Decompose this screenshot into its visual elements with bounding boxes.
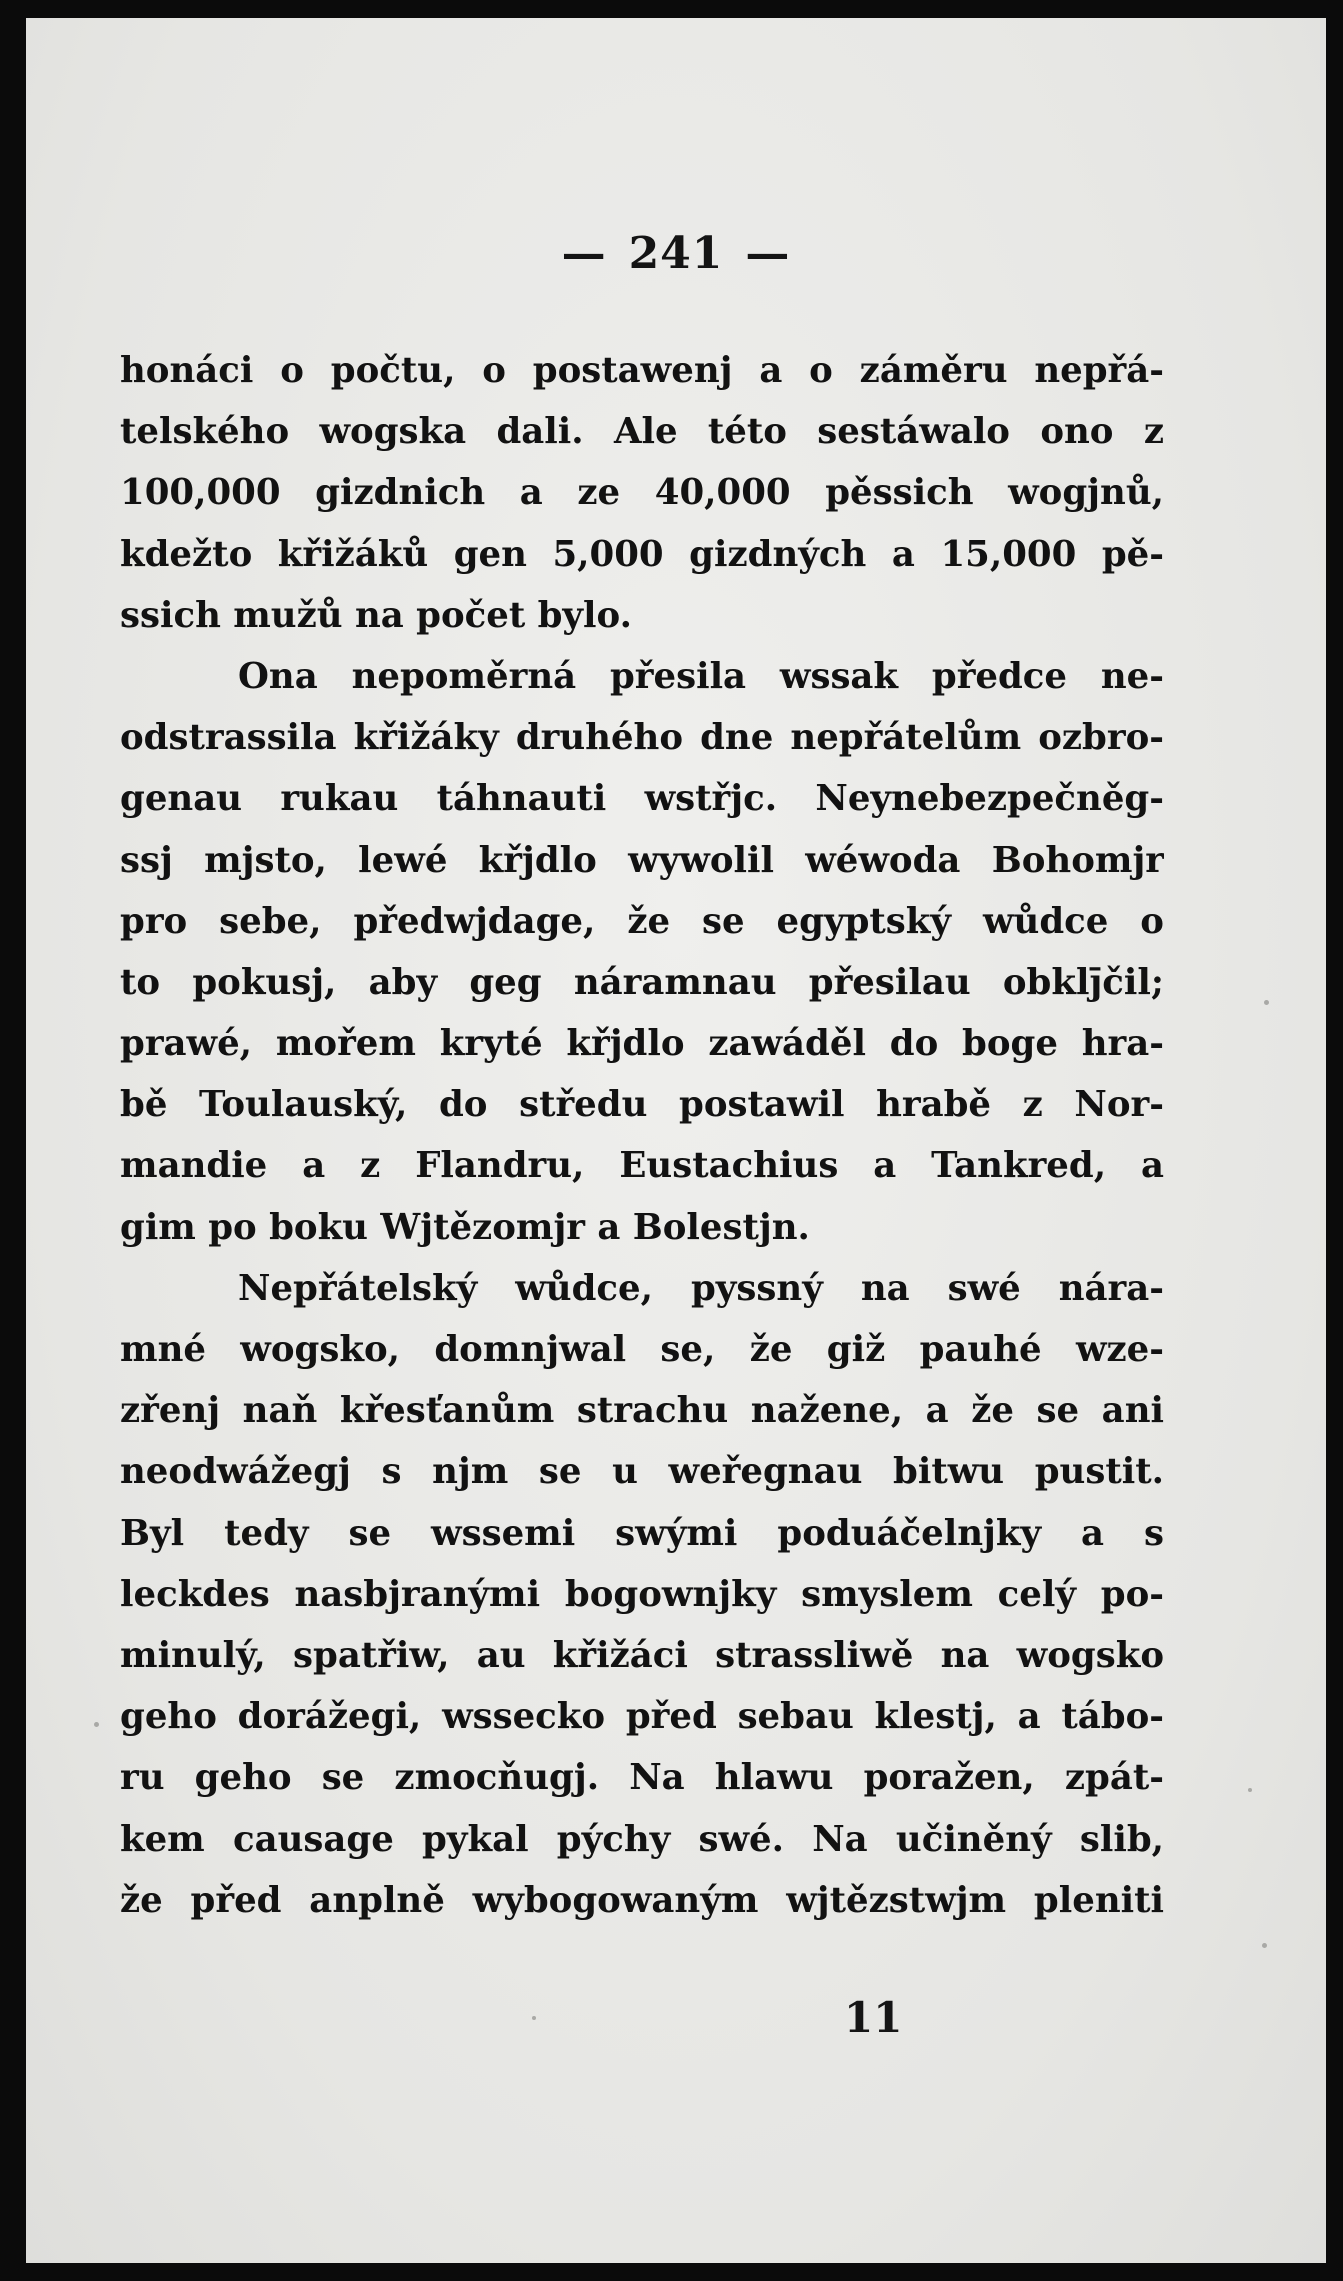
text-line: kdežto křižáků gen 5,000 gizdných a 15,000 pě- [120,533,1164,575]
text-line: ru geho se zmocňugj. Na hlawu poražen, zpát- [120,1757,1164,1799]
text-line: ssj mjsto, lewé křjdlo wywolil wéwoda Bohomjr [120,839,1164,881]
text-line: pro sebe, předwjdage, že se egyptský wůdce o [120,900,1164,942]
text-line: honáci o počtu, o postawenj a o záměru nepřá- [120,350,1164,391]
text-line: 100,000 gizdnich a ze 40,000 pěssich wogjnů, [120,472,1164,514]
text-line: mandie a z Flandru, Eustachius a Tankred, a [120,1145,1164,1187]
page-number: 241 [628,228,724,279]
body-text [120,340,1164,1931]
header-dash-left: — [561,228,607,279]
paper-speck [1248,1788,1252,1792]
text-line: geho dorážegi, wssecko před sebau klestj, a tábo- [120,1696,1164,1738]
page-header [26,228,1326,279]
text-line: genau rukau táhnauti wstřjc. Neynebezpečněg- [120,778,1164,820]
text-line: leckdes nasbjranými bogownjky smyslem celý po- [120,1573,1164,1615]
text-line: Ona nepoměrná přesila wssak předce ne- [238,655,1164,697]
paper-speck [1264,1000,1269,1005]
text-line: prawé, mořem kryté křjdlo zawáděl do boge hra- [120,1023,1164,1065]
text-line: že před anplně wybogowaným wjtězstwjm pleniti [120,1879,1164,1921]
text-line: neodwážegj s njm se u weřegnau bitwu pustit. [120,1451,1164,1493]
text-line: gim po boku Wjtězomjr a Bolestjn. [120,1206,810,1248]
text-line: telského wogska dali. Ale této sestáwalo ono z [120,411,1164,453]
paper-speck [532,2016,536,2020]
text-line: to pokusj, aby geg náramnau přesilau obklj̄čil; [120,961,1164,1003]
text-line: Byl tedy se wssemi swými poduáčelnjky a s [120,1512,1164,1554]
book-page [26,18,1326,2263]
text-line: minulý, spatřiw, au křižáci strasslіwě na wogsko [120,1634,1164,1676]
text-line: Nepřátelský wůdce, pyssný na swé nára- [238,1267,1164,1309]
text-line: kem causage pykal pýchy swé. Na učiněný slib, [120,1818,1164,1860]
header-dash-right: — [745,228,791,279]
signature-mark: 11 [844,1993,903,2042]
paper-speck [1262,1943,1267,1948]
text-line: zřenj naň křesťanům strachu naženе, a že se ani [120,1390,1164,1432]
text-line: mné wogsko, domnjwal se, že giž pauhé wze- [120,1329,1164,1370]
text-line: ssich mužů na počet bylo. [120,594,632,636]
text-line: odstrassila křižáky druhého dne nepřátelům ozbro- [120,717,1164,759]
paper-speck [94,1722,99,1727]
text-line: bě Toulauský, do středu postawil hrabě z Nor- [120,1084,1164,1126]
